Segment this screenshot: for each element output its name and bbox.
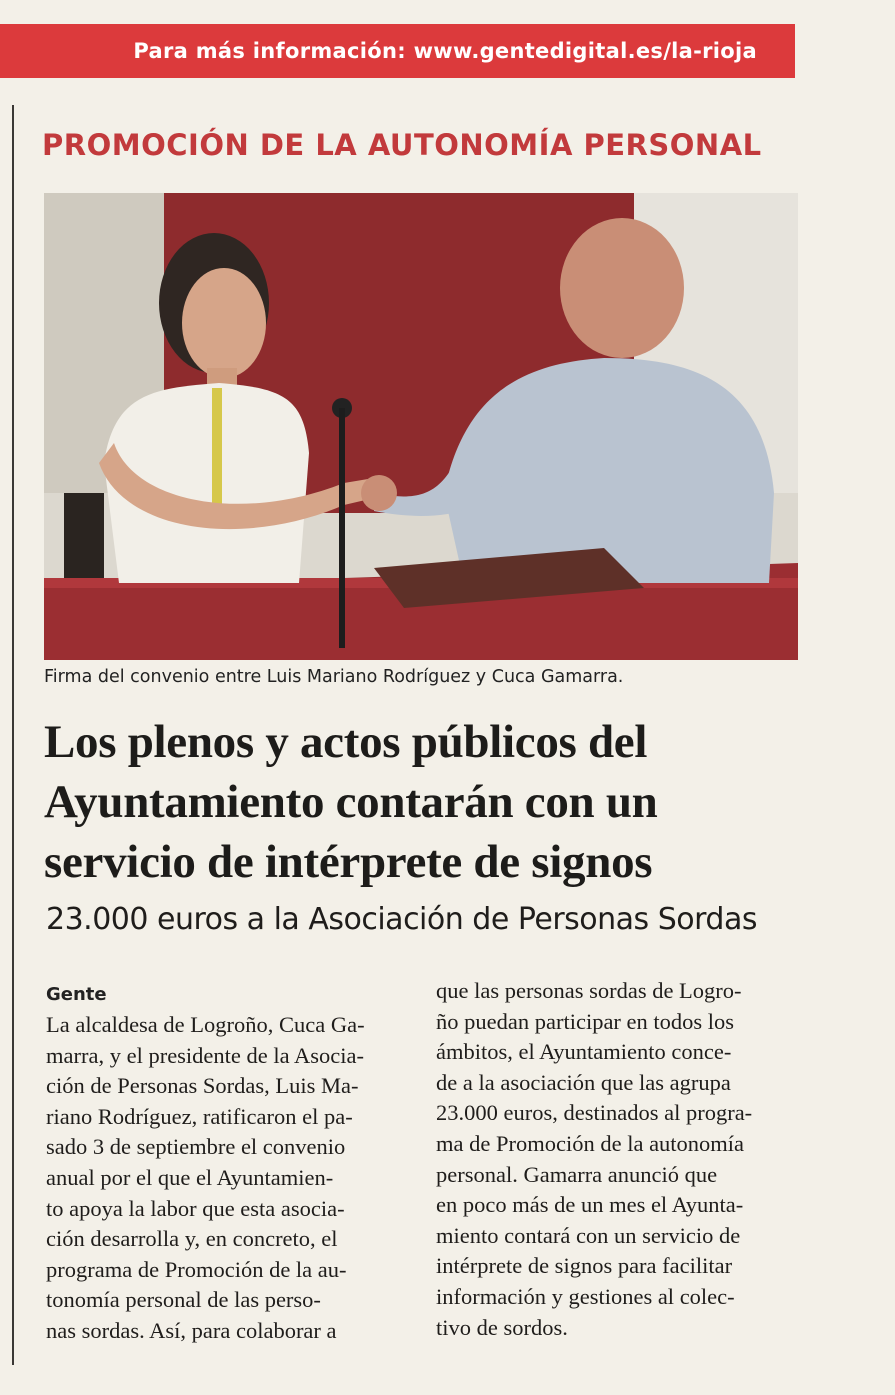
article-line: ma de Promoción de la autonomía — [436, 1130, 745, 1156]
article-line: ño puedan participar en todos los — [436, 1008, 735, 1034]
article-line: to apoya la labor que esta asocia- — [46, 1195, 345, 1221]
info-url[interactable]: www.gentedigital.es/la-rioja — [413, 39, 757, 63]
article-line: nas sordas. Así, para colaborar a — [46, 1317, 337, 1343]
article-line: intérprete de signos para facilitar — [436, 1253, 733, 1279]
info-banner — [0, 24, 795, 78]
headline-line: Los plenos y actos públicos del — [44, 716, 648, 768]
article-line: sado 3 de septiembre el convenio — [46, 1134, 346, 1160]
article-line: de a la asociación que las agrupa — [436, 1069, 731, 1095]
article-line: ción de Personas Sordas, Luis Ma- — [46, 1073, 359, 1099]
article-line: personal. Gamarra anunció que — [436, 1161, 718, 1187]
news-photo — [44, 193, 798, 660]
article-line: 23.000 euros, destinados al progra- — [436, 1100, 753, 1126]
info-label: Para más información: — [133, 39, 406, 63]
article-line: miento contará con un servicio de — [436, 1222, 741, 1248]
article-column-1 — [46, 980, 414, 1347]
article-line: programa de Promoción de la au- — [46, 1256, 347, 1282]
section-title: PROMOCIÓN DE LA AUTONOMÍA PERSONAL — [42, 128, 762, 162]
photo-caption: Firma del convenio entre Luis Mariano Rodríguez y Cuca Gamarra. — [44, 667, 624, 687]
article-line: ámbitos, el Ayuntamiento conce- — [436, 1039, 732, 1065]
article-line: tivo de sordos. — [436, 1314, 568, 1340]
headline — [44, 712, 804, 892]
article-line: información y gestiones al colec- — [436, 1283, 735, 1309]
column-rule — [12, 105, 14, 1365]
photo-illustration — [44, 193, 798, 660]
article-line: ción desarrolla y, en concreto, el — [46, 1226, 338, 1252]
headline-line: Ayuntamiento contarán con un — [44, 776, 658, 828]
article-column-2 — [436, 976, 804, 1343]
article-line: riano Rodríguez, ratificaron el pa- — [46, 1103, 353, 1129]
headline-line: servicio de intérprete de signos — [44, 836, 653, 888]
article-line: marra, y el presidente de la Asocia- — [46, 1042, 364, 1068]
byline: Gente — [46, 984, 107, 1005]
article-line: que las personas sordas de Logro- — [436, 978, 742, 1003]
article-line: tonomía personal de las perso- — [46, 1287, 321, 1313]
info-banner-text — [133, 39, 757, 63]
subheadline: 23.000 euros a la Asociación de Personas Sordas — [46, 902, 757, 937]
article-line: La alcaldesa de Logroño, Cuca Ga- — [46, 1012, 365, 1037]
article-line: anual por el que el Ayuntamien- — [46, 1164, 334, 1190]
article-line: en poco más de un mes el Ayunta- — [436, 1192, 744, 1218]
